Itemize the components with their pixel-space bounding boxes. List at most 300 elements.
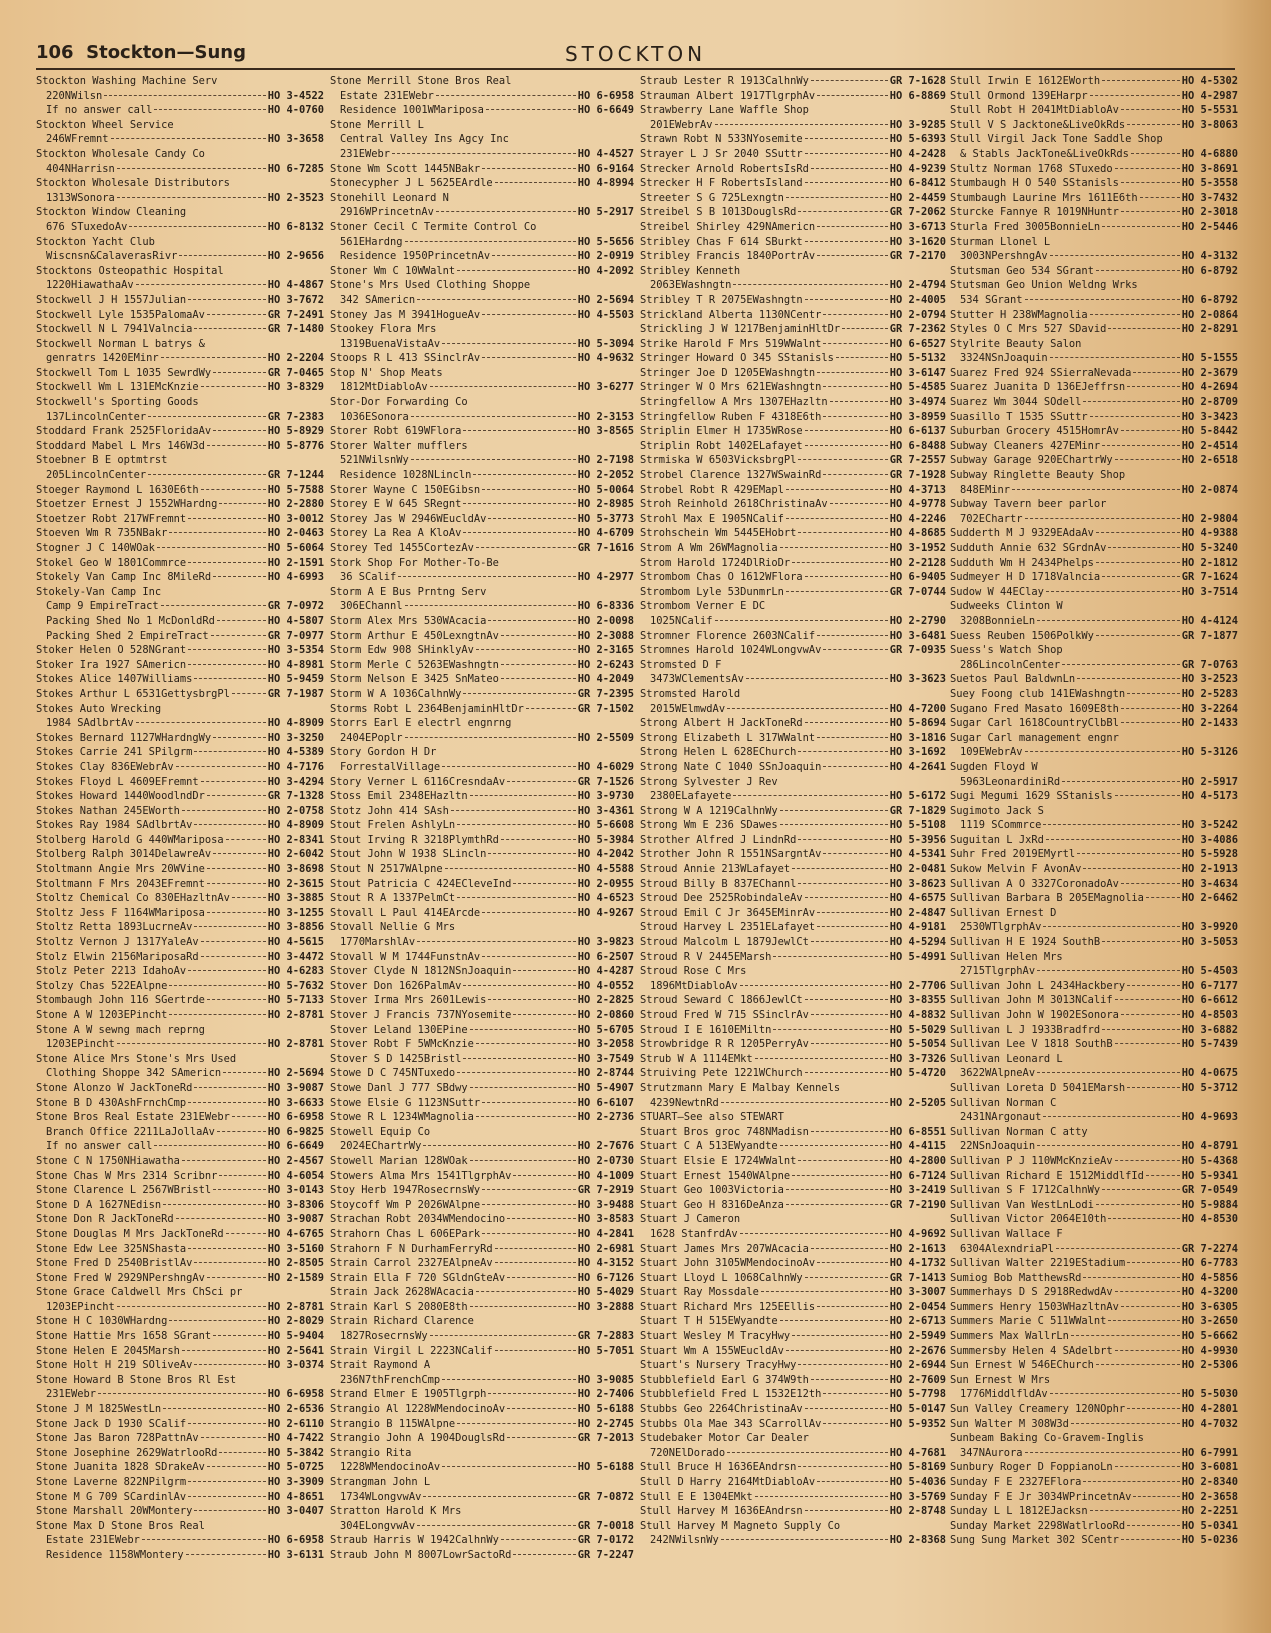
listing-entry xyxy=(640,1417,946,1432)
listing-entry xyxy=(330,541,634,556)
listing-phone: HO 4-3132 xyxy=(1181,250,1238,263)
leader-dashes xyxy=(507,1407,576,1409)
leader-dashes xyxy=(1096,1203,1180,1205)
listing-name: Sullivan Lee V 1818 SouthB xyxy=(950,1038,1113,1051)
listing-phone: HO 3-8583 xyxy=(577,1213,634,1226)
leader-dashes xyxy=(811,1130,888,1132)
listing-phone: HO 2-8341 xyxy=(267,833,324,846)
listing-phone: HO 4-9693 xyxy=(1181,1111,1238,1124)
listing-name: Stroud Harvey L 2351ELafayet xyxy=(640,921,816,934)
listing-name: 1812MtDiabloAv xyxy=(340,381,428,394)
listing-phone: HO 2-8340 xyxy=(1181,1476,1238,1488)
leader-dashes xyxy=(476,546,576,548)
listing-phone: HO 2-4567 xyxy=(267,1154,324,1167)
listing-phone: GR 7-1628 xyxy=(889,75,946,87)
listing-entry xyxy=(950,1227,1238,1242)
listing-name: 6304AlexndriaPl xyxy=(960,1242,1054,1255)
listing-phone: GR 7-0744 xyxy=(889,585,946,598)
listing-entry xyxy=(950,1533,1238,1548)
listing-entry xyxy=(640,1504,946,1519)
listing-entry xyxy=(950,132,1238,147)
listing-phone: HO 5-4503 xyxy=(1181,965,1238,978)
listing-entry xyxy=(950,1052,1238,1067)
listing-phone: HO 4-2246 xyxy=(889,512,946,525)
listing-phone: HO 2-0955 xyxy=(577,877,634,890)
listing-name: 205LincolnCenter xyxy=(46,469,147,482)
listing-name: Stroud R V 2445EMarsh xyxy=(640,950,772,963)
listing-phone: HO 2-6462 xyxy=(1181,892,1238,905)
listing-name: Stuart Bros groc 748NMadisn xyxy=(640,1125,809,1138)
listing-phone: GR 7-1829 xyxy=(889,804,946,817)
listing-name: Stowe Danl J 777 SBdwy xyxy=(330,1081,468,1094)
listing-entry xyxy=(330,672,634,687)
listing-entry xyxy=(330,702,634,717)
listing-entry xyxy=(330,891,634,906)
listing-entry xyxy=(330,380,634,395)
listing-phone: GR 7-2383 xyxy=(267,410,324,423)
listing-name: 2024EChartrWy xyxy=(340,1140,422,1153)
listing-name: Stroh Reinhold 2618ChristinaAv xyxy=(640,498,828,511)
listing-name: Stuart Wm A 155WEucldAv xyxy=(640,1344,784,1357)
listing-name: Stone Douglas M Mrs JackToneRd xyxy=(36,1227,224,1240)
listing-name: Sun Walter M 308W3d xyxy=(950,1417,1069,1430)
listing-name: Strangman John L xyxy=(330,1476,431,1488)
listing-entry xyxy=(36,147,324,162)
listing-name: Sullivan Ernest D xyxy=(950,906,1057,919)
listing-phone: HO 4-2800 xyxy=(889,1154,946,1167)
listing-entry xyxy=(640,89,946,104)
listing-entry xyxy=(640,1460,946,1475)
leader-dashes xyxy=(805,429,888,431)
listing-name: Strand Elmer E 1905Tlgrph xyxy=(330,1388,487,1401)
listing-phone: HO 5-5108 xyxy=(889,819,946,832)
listing-phone: HO 5-7588 xyxy=(267,483,324,496)
listing-entry xyxy=(36,760,324,775)
listing-name: Sunbury Roger D FoppianoLn xyxy=(950,1461,1113,1474)
listing-name: Residence 1028NLincln xyxy=(340,469,472,482)
listing-name: Stokes Auto Wrecking xyxy=(36,702,162,715)
listing-entry xyxy=(36,366,324,381)
listing-entry xyxy=(640,920,946,935)
leader-dashes xyxy=(219,1174,265,1176)
listing-entry xyxy=(36,74,324,89)
listing-phone: HO 3-8623 xyxy=(889,877,946,890)
listing-phone: HO 2-8744 xyxy=(577,1067,634,1080)
listing-entry xyxy=(36,1285,324,1300)
listing-name: Sung Sung Market 302 SCentr xyxy=(950,1534,1119,1547)
listing-phone: HO 4-2987 xyxy=(1181,89,1238,102)
leader-dashes xyxy=(830,502,888,504)
listing-entry xyxy=(330,147,634,162)
listing-entry xyxy=(330,395,634,410)
listing-entry xyxy=(640,702,946,717)
listing-phone: HO 2-5949 xyxy=(889,1330,946,1343)
listing-name: Streibel Shirley 429NAmericn xyxy=(640,220,816,233)
listing-phone: GR 7-0018 xyxy=(577,1519,634,1532)
listing-entry xyxy=(640,453,946,468)
listing-name: Summers Marie C 511WWalnt xyxy=(950,1315,1107,1328)
listing-entry xyxy=(36,731,324,746)
listing-entry xyxy=(640,1066,946,1081)
listing-name: Strangio John A 1904DouglsRd xyxy=(330,1432,506,1445)
leader-dashes xyxy=(805,1509,888,1511)
listing-name: Stuart Elsie E 1724WWalnt xyxy=(640,1154,797,1167)
listing-name: Strong Elizabeth L 317WWalnt xyxy=(640,731,816,744)
listing-name: Camp 9 EmpireTract xyxy=(46,600,159,613)
column-4 xyxy=(950,74,1238,1626)
listing-phone: HO 3-6081 xyxy=(1181,1461,1238,1474)
listing-name: 286LincolnCenter xyxy=(960,658,1061,671)
listing-entry xyxy=(330,964,634,979)
listing-phone: HO 5-9404 xyxy=(267,1330,324,1343)
leader-dashes xyxy=(188,1422,266,1424)
listing-entry xyxy=(950,1358,1238,1373)
listing-entry xyxy=(950,1314,1238,1329)
listing-entry xyxy=(950,745,1238,760)
listing-phone: HO 6-7285 xyxy=(267,162,324,175)
listing-phone: HO 4-5341 xyxy=(889,848,946,861)
listing-phone: HO 2-0481 xyxy=(889,863,946,876)
listing-entry xyxy=(640,1387,946,1402)
listing-name: Strong Nate C 1040 SSnJoaquin xyxy=(640,760,822,773)
listing-phone: HO 3-6481 xyxy=(889,629,946,642)
leader-dashes xyxy=(1146,896,1180,898)
leader-dashes xyxy=(463,531,575,533)
listing-name: Streibel S B 1013DouglsRd xyxy=(640,206,797,219)
listing-phone: HO 3-9823 xyxy=(577,936,634,949)
listing-phone: HO 2-4459 xyxy=(889,191,946,204)
listing-name: Stone J M 1825WestLn xyxy=(36,1403,162,1416)
leader-dashes xyxy=(1102,1028,1180,1030)
leader-dashes xyxy=(188,561,266,563)
listing-name: Sullivan Loreta D 5041EMarsh xyxy=(950,1081,1126,1094)
leader-dashes xyxy=(463,692,575,694)
listing-phone: HO 2-0860 xyxy=(577,1009,634,1021)
leader-dashes xyxy=(463,984,575,986)
leader-dashes xyxy=(201,488,266,490)
leader-dashes xyxy=(1127,123,1180,125)
listing-name: Stout R A 1337PelmCt xyxy=(330,892,456,905)
listing-name: Stout Frelen AshlyLn xyxy=(330,819,456,832)
leader-dashes xyxy=(513,1174,575,1176)
leader-dashes xyxy=(182,1349,266,1351)
listing-name: Stocktons Osteopathic Hospital xyxy=(36,264,224,277)
listing-name: 3003NPershngAv xyxy=(960,250,1048,263)
listing-entry xyxy=(330,1198,634,1213)
listing-entry xyxy=(36,483,324,498)
listing-phone: HO 3-3885 xyxy=(267,892,324,905)
listing-name: Stovall Nellie G Mrs xyxy=(330,921,456,934)
listing-entry xyxy=(950,1504,1238,1519)
listing-phone: HO 2-8985 xyxy=(577,498,634,511)
leader-dashes xyxy=(188,969,266,971)
listing-phone: HO 5-0341 xyxy=(1181,1519,1238,1532)
column-2 xyxy=(330,74,634,1626)
listing-phone: HO 3-2888 xyxy=(577,1300,634,1313)
listing-entry xyxy=(36,1110,324,1125)
leader-dashes xyxy=(207,1465,266,1467)
listing-entry xyxy=(640,512,946,527)
listing-entry xyxy=(640,410,946,425)
leader-dashes xyxy=(746,677,888,679)
leader-dashes xyxy=(1062,780,1180,782)
leader-dashes xyxy=(179,254,265,256)
listing-entry xyxy=(330,1227,634,1242)
listing-name: 304ELongvwAv xyxy=(340,1519,416,1532)
listing-phone: HO 2-0864 xyxy=(1181,308,1238,321)
listing-name: Stribley Kenneth xyxy=(640,264,741,277)
listing-phone: HO 3-0407 xyxy=(267,1505,324,1518)
listing-entry xyxy=(640,322,946,337)
listing-phone: HO 2-9656 xyxy=(267,250,324,263)
leader-dashes xyxy=(1090,94,1180,96)
listing-phone: HO 4-2801 xyxy=(1181,1403,1238,1416)
listing-phone: HO 3-8565 xyxy=(577,425,634,438)
listing-phone: HO 3-0374 xyxy=(267,1359,324,1372)
leader-dashes xyxy=(495,1247,576,1249)
listing-phone: HO 4-0675 xyxy=(1181,1067,1238,1080)
listing-entry xyxy=(330,1139,634,1154)
listing-phone: HO 3-4472 xyxy=(267,950,324,963)
leader-dashes xyxy=(194,1363,265,1365)
leader-dashes xyxy=(836,356,888,358)
listing-name: 1628 StanfrdAv xyxy=(650,1227,738,1240)
listing-phone: HO 2-6110 xyxy=(267,1417,324,1430)
listing-name: Sullivan A O 3327CoronadoAv xyxy=(950,877,1119,890)
leader-dashes xyxy=(1025,517,1180,519)
listing-entry xyxy=(640,935,946,950)
listing-phone: HO 3-8063 xyxy=(1181,118,1238,131)
listing-name: Stoker Helen O 528NGrant xyxy=(36,644,187,657)
listing-phone: HO 2-1591 xyxy=(267,556,324,569)
listing-phone: GR 7-1480 xyxy=(267,323,324,336)
listing-phone: GR 7-2557 xyxy=(889,454,946,467)
listing-name: Packing Shed No 1 McDonldRd xyxy=(46,614,215,627)
leader-dashes xyxy=(1108,1217,1179,1219)
leader-dashes xyxy=(457,269,576,271)
listing-entry xyxy=(330,1110,634,1125)
listing-phone: HO 2-3165 xyxy=(577,644,634,657)
listing-name: Stokes Bernard 1127WHardngWy xyxy=(36,731,212,744)
listing-phone: HO 3-5053 xyxy=(1181,936,1238,949)
listing-entry xyxy=(330,1256,634,1271)
listing-entry xyxy=(950,220,1238,235)
listing-entry xyxy=(36,1183,324,1198)
listing-entry xyxy=(330,293,634,308)
leader-dashes xyxy=(482,1232,576,1234)
listing-entry xyxy=(640,979,946,994)
listing-entry xyxy=(330,235,634,250)
listing-entry xyxy=(330,847,634,862)
listing-entry xyxy=(330,760,634,775)
leader-dashes xyxy=(457,896,576,898)
listing-entry xyxy=(950,278,1238,293)
listing-entry xyxy=(36,410,324,425)
leader-dashes xyxy=(1131,152,1180,154)
listing-entry xyxy=(36,497,324,512)
leader-dashes xyxy=(492,254,576,256)
listing-entry xyxy=(36,220,324,235)
leader-dashes xyxy=(207,1276,266,1278)
listing-name: Striplin Elmer H 1735WRose xyxy=(640,425,803,438)
listing-entry xyxy=(640,1212,946,1227)
listing-entry xyxy=(950,614,1238,629)
listing-name: 2530WTlgrphAv xyxy=(960,921,1042,934)
listing-name: Storrs Earl E electrl engnrng xyxy=(330,717,512,730)
listing-name: Sudduth Annie 632 SGrdnAv xyxy=(950,542,1107,554)
listing-entry xyxy=(36,1431,324,1446)
listing-entry xyxy=(36,1358,324,1373)
leader-dashes xyxy=(213,1334,266,1336)
listing-name: 3473WClementsAv xyxy=(650,673,744,686)
leader-dashes xyxy=(715,619,888,621)
leader-dashes xyxy=(1090,1509,1180,1511)
leader-dashes xyxy=(740,984,888,986)
listing-phone: HO 3-4634 xyxy=(1181,877,1238,890)
leader-dashes xyxy=(798,1159,887,1161)
listing-phone: HO 6-6137 xyxy=(889,425,946,438)
leader-dashes xyxy=(1025,750,1180,752)
listing-name: 2916WPrincetnAv xyxy=(340,206,434,219)
listing-phone: HO 3-8329 xyxy=(267,381,324,394)
listing-phone: GR 7-2491 xyxy=(267,308,324,321)
listing-entry xyxy=(36,964,324,979)
listing-name: Strong Wm E 236 SDawes xyxy=(640,819,778,832)
listing-name: Strobel Clarence 1327WSwainRd xyxy=(640,469,822,482)
listing-phone: HO 2-2790 xyxy=(889,614,946,627)
listing-entry xyxy=(36,162,324,177)
listing-name: Sullivan Norman C xyxy=(950,1096,1057,1109)
leader-dashes xyxy=(1096,531,1180,533)
listing-name: Residence 1158WMontery xyxy=(46,1548,184,1561)
listing-entry xyxy=(36,1402,324,1417)
listing-phone: HO 2-8368 xyxy=(889,1534,946,1547)
listing-name: 2380ELafayete xyxy=(650,790,732,803)
listing-name: Story Gordon H Dr xyxy=(330,746,437,759)
leader-dashes xyxy=(805,152,888,154)
listing-phone: HO 5-7798 xyxy=(889,1388,946,1401)
leader-dashes xyxy=(780,823,888,825)
leader-dashes xyxy=(232,1115,266,1117)
listing-phone: HO 5-9341 xyxy=(1181,1169,1238,1182)
leader-dashes xyxy=(786,1349,888,1351)
leader-dashes xyxy=(1025,298,1180,300)
listing-entry xyxy=(950,760,1238,775)
listing-entry xyxy=(640,643,946,658)
listing-entry xyxy=(330,1125,634,1140)
listing-phone: GR 7-2170 xyxy=(889,250,946,263)
listing-entry xyxy=(330,1402,634,1417)
leader-dashes xyxy=(213,371,266,373)
listing-name: 236N7thFrenchCmp xyxy=(340,1373,441,1386)
leader-dashes xyxy=(1121,1305,1180,1307)
listing-entry xyxy=(950,862,1238,877)
listing-name: Sturman Llonel L xyxy=(950,235,1051,248)
listing-phone: HO 3-2264 xyxy=(1181,702,1238,715)
listing-entry xyxy=(640,1110,946,1125)
listing-phone: HO 5-6608 xyxy=(577,819,634,832)
listing-phone: HO 3-2419 xyxy=(889,1184,946,1197)
listing-entry xyxy=(640,804,946,819)
listing-name: Stoney Jas M 3941HogueAv xyxy=(330,308,481,321)
listing-name: Strecker H F RobertsIsland xyxy=(640,177,803,190)
listing-name: Central Valley Ins Agcy Inc xyxy=(340,133,509,146)
listing-entry xyxy=(950,1256,1238,1271)
listing-entry xyxy=(330,322,634,337)
listing-phone: HO 5-8694 xyxy=(889,717,946,730)
listing-entry xyxy=(640,1183,946,1198)
listing-entry xyxy=(330,308,634,323)
leader-dashes xyxy=(148,473,266,475)
listing-entry xyxy=(36,468,324,483)
leader-dashes xyxy=(817,225,888,227)
listing-name: Stover J Francis 737NYosemite xyxy=(330,1009,512,1021)
listing-entry xyxy=(36,643,324,658)
listing-entry xyxy=(36,950,324,965)
listing-name: Stone Jack D 1930 SCalif xyxy=(36,1417,187,1430)
listing-entry xyxy=(950,308,1238,323)
listing-entry xyxy=(36,1242,324,1257)
leader-dashes xyxy=(805,998,888,1000)
listing-name: If no answer call xyxy=(46,104,153,117)
listing-name: Strother Alfred J LindnRd xyxy=(640,833,797,846)
listing-phone: GR 7-2247 xyxy=(577,1548,634,1561)
listing-name: Stone H C 1030WHardng xyxy=(36,1315,168,1328)
listing-phone: HO 4-0552 xyxy=(577,979,634,992)
listing-entry xyxy=(330,366,634,381)
listing-phone: HO 4-4867 xyxy=(267,279,324,292)
listing-entry xyxy=(950,1096,1238,1111)
listing-phone: HO 4-9181 xyxy=(889,921,946,934)
listing-entry xyxy=(640,264,946,279)
listing-entry xyxy=(330,1242,634,1257)
leader-dashes xyxy=(823,1422,887,1424)
listing-name: Stroud I E 1610EMiltn xyxy=(640,1023,772,1036)
listing-name: Stolz Peter 2213 IdahoAv xyxy=(36,965,187,978)
listing-name: Stover S D 1425Bristl xyxy=(330,1052,462,1065)
listing-entry xyxy=(330,1037,634,1052)
listing-name: Stull Bruce H 1636EAndrsn xyxy=(640,1461,797,1474)
leader-dashes xyxy=(1140,196,1180,198)
leader-dashes xyxy=(1083,867,1179,869)
leader-dashes xyxy=(1127,385,1180,387)
listing-name: Sullivan P J 110WMcKnzieAv xyxy=(950,1154,1113,1167)
leader-dashes xyxy=(805,896,888,898)
listing-phone: GR 7-0172 xyxy=(577,1534,634,1547)
listing-phone: HO 4-8651 xyxy=(267,1490,324,1503)
listing-entry xyxy=(330,162,634,177)
listing-name: Sunday F E Jr 3034WPrincetnAv xyxy=(950,1490,1132,1503)
listing-name: Stone B D 430AshFrnchCmp xyxy=(36,1096,187,1109)
leader-dashes xyxy=(488,852,575,854)
listing-phone: HO 3-8856 xyxy=(267,921,324,934)
listing-name: Stroud Fred W 715 SSinclrAv xyxy=(640,1009,809,1021)
listing-name: 220NWilsn xyxy=(46,89,103,102)
listing-phone: HO 4-2977 xyxy=(577,571,634,584)
listing-entry xyxy=(950,847,1238,862)
listing-phone: HO 3-9087 xyxy=(267,1213,324,1226)
listing-entry xyxy=(950,395,1238,410)
leader-dashes xyxy=(786,488,888,490)
listing-entry xyxy=(950,118,1238,133)
listing-phone: HO 3-3007 xyxy=(889,1286,946,1299)
listing-name: Stuart Richard Mrs 125EEllis xyxy=(640,1300,816,1313)
listing-name: 2431NArgonaut xyxy=(960,1111,1042,1124)
leader-dashes xyxy=(223,1071,266,1073)
listing-name: Stoycoff Wm P 2026WAlpne xyxy=(330,1198,481,1211)
listing-entry xyxy=(330,1417,634,1432)
listing-entry xyxy=(950,1402,1238,1417)
